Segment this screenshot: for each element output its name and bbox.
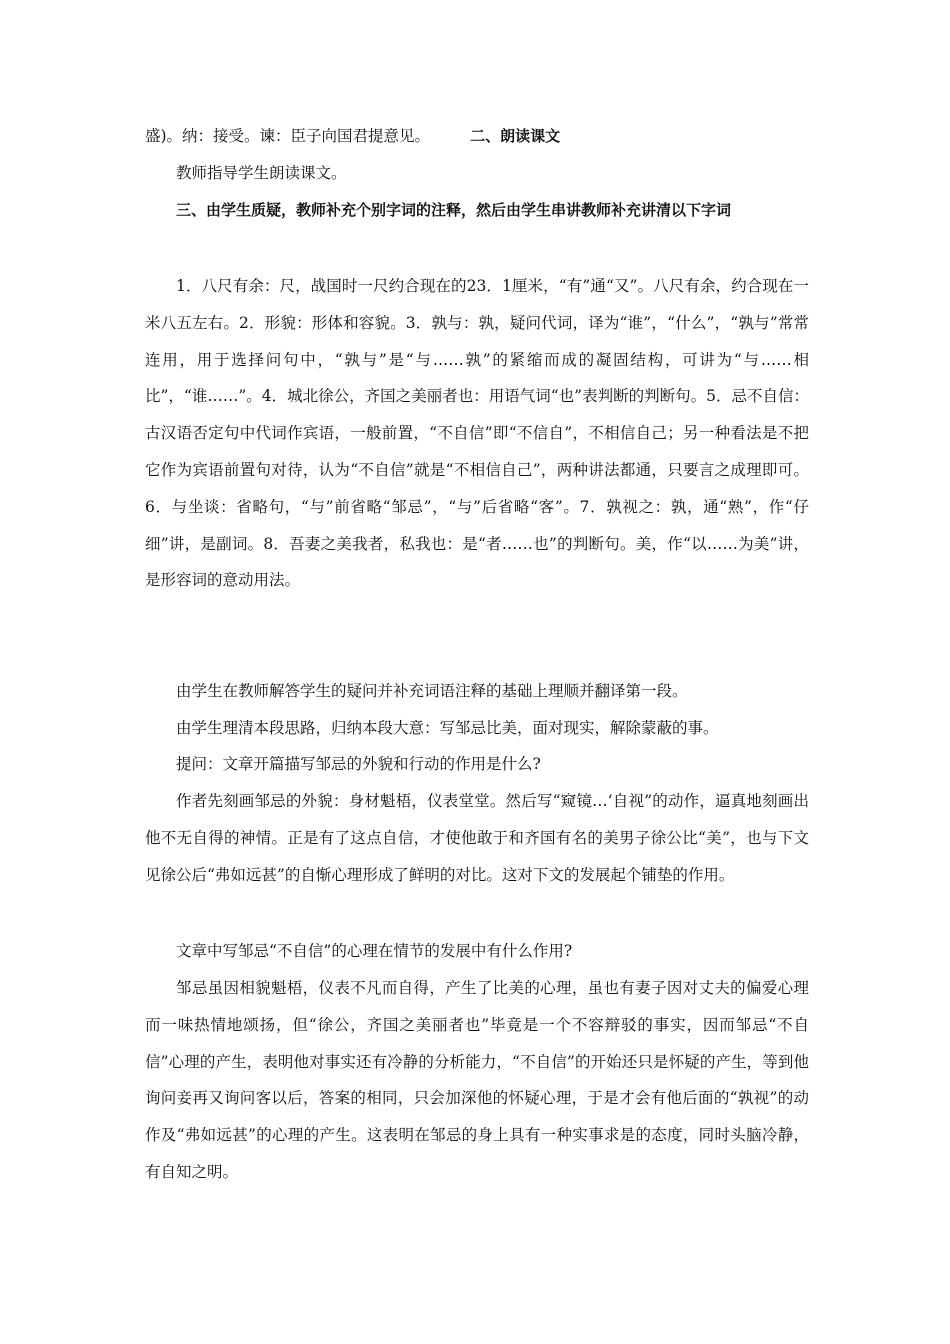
vocabulary-notes-paragraph: 1．八尺有余：尺，战国时一尺约合现在的23．1厘米，“有”通“又”。八尺有余，约合现在一米八五左右。2．形貌：形体和容貌。3．孰与：孰，疑问代词，译为“谁”，“什么”，“孰与”常常连用，用于选择问句中，“孰与”是“与……孰”的紧缩而成的凝固结构，可讲为“与……相比”，“谁……”。4．城北徐公，齐国之美丽者也：用语气词“也”表判断的判断句。5．忌不自信：古汉语否定句中代词作宾语，一般前置，“不自信”即“不信自”，不相信自己；另一种看法是不把它作为宾语前置句对待，认为“不自信”就是“不相信自己”，两种讲法都通，只要言之成理即可。6．与坐谈：省略句，“与”前省略“邹忌”，“与”后省略“客”。7．孰视之：孰，通“熟”，作“仔细”讲，是副词。8．吾妻之美我者，私我也：是“者……也”的判断句。美，作“以……为美”讲，是形容词的意动用法。: [145, 277, 809, 590]
translate-paragraph: 由学生在教师解答学生的疑问并补充词语注释的基础上理顺并翻译第一段。: [176, 682, 688, 700]
answer-2-paragraph: 邹忌虽因相貌魁梧，仪表不凡而自得，产生了比美的心理，虽也有妻子因对丈夫的偏爱心理而一味热情地颂扬，但“徐公，齐国之美丽者也”毕竟是一个不容辩驳的事实，因而邹忌“不自信”心理的产生，表明他对事实还有冷静的分析能力，“不自信”的开始还只是怀疑的产生，等到他询问妾再又询问客以后，答案的相同，只会加深他的怀疑心理，于是才会有他后面的“孰视”的动作及“弗如远甚”的心理的产生。这表明在邹忌的身上具有一种实事求是的态度，同时头脑冷静，有自知之明。: [145, 979, 809, 1181]
question-2: 文章中写邹忌“不自信”的心理在情节的发展中有什么作用?: [176, 942, 573, 960]
question-1: 提问：文章开篇描写邹忌的外貌和行动的作用是什么?: [176, 755, 541, 773]
continuation-line: [145, 126, 560, 146]
instruction-line: 教师指导学生朗读课文。: [176, 164, 347, 182]
answer-1-paragraph: 作者先刻画邹忌的外貌：身材魁梧，仪表堂堂。然后写“窥镜…‘自视”的动作，逼真地刻画出他不无自得的神情。正是有了这点自信，才使他敢于和齐国有名的美男子徐公比“美”，也与下文见徐公后“弗如远甚”的自惭心理形成了鲜明的对比。这对下文的发展起个铺垫的作用。: [145, 792, 809, 884]
summary-paragraph: 由学生理清本段思路，归纳本段大意：写邹忌比美，面对现实，解除蒙蔽的事。: [176, 719, 719, 737]
section-heading-2: 二、朗读课文: [470, 127, 561, 145]
gloss-text: 盛)。纳：接受。谏：臣子向国君提意见。: [145, 127, 431, 145]
section-heading-3: 三、由学生质疑，教师补充个别字词的注释，然后由学生串讲教师补充讲清以下字词: [176, 201, 732, 219]
